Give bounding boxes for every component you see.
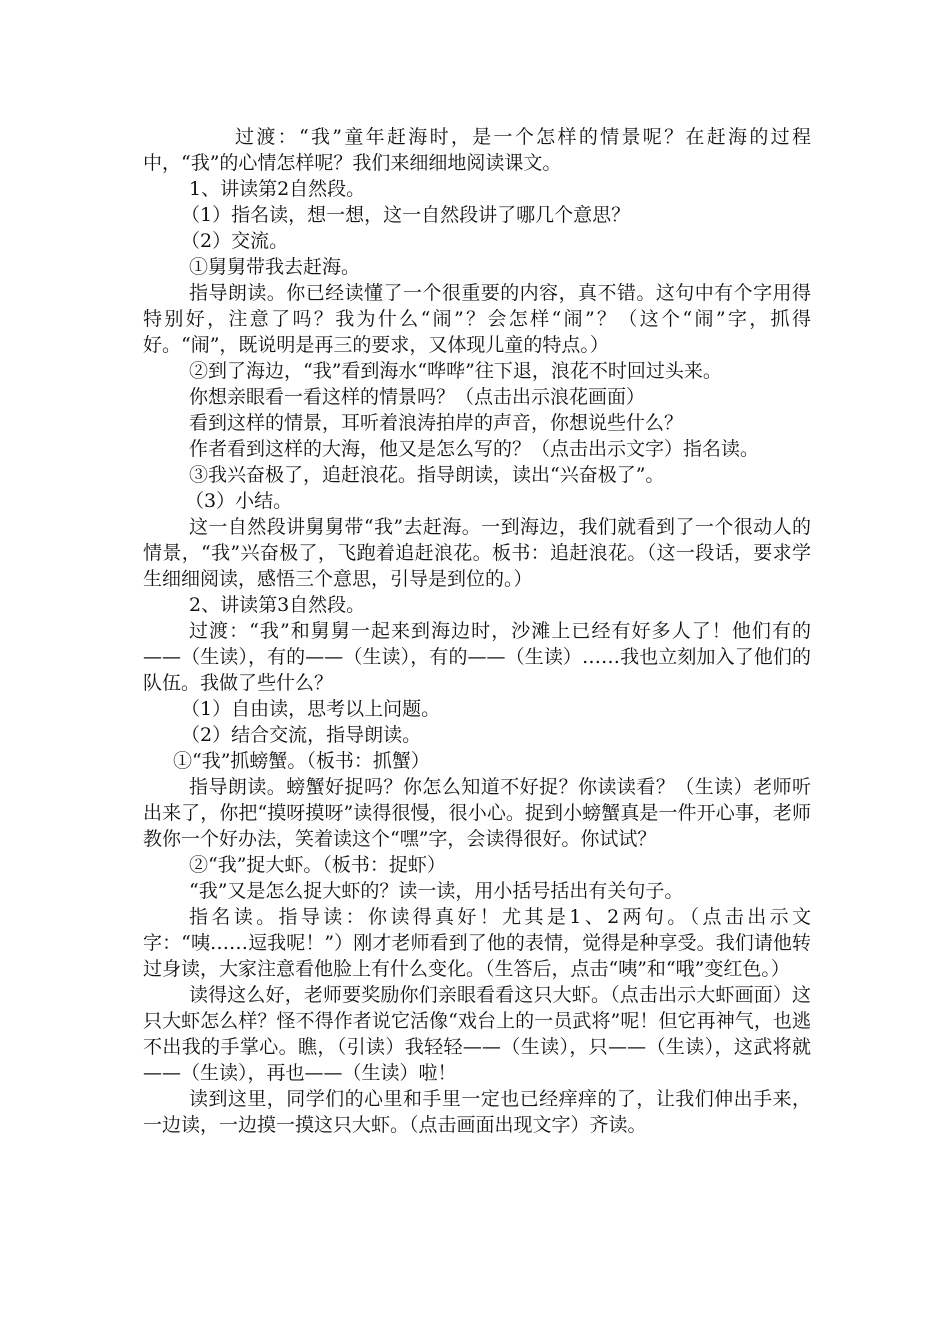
paragraph-question-1: 你想亲眼看一看这样的情景吗？（点击出示浪花画面） bbox=[189, 386, 646, 408]
paragraph-step-3: （3）小结。 bbox=[185, 490, 293, 512]
paragraph-summary: 这一自然段讲舅舅带“我”去赶海。一到海边，我们就看到了一个很动人的情景，“我”兴奋极了，飞跑着追赶浪花。板书：追赶浪花。（这一段话，要求学生细细阅读，感悟三个意思，引导是到位的。） bbox=[143, 516, 811, 590]
paragraph-guided-reading-1: 指导朗读。你已经读懂了一个很重要的内容，真不错。这句中有个字用得特别好，注意了吗？我为什么“闹”？会怎样“闹”？（这个“闹”字，抓得好。“闹”，既说明是再三的要求，又体现儿童的特点。） bbox=[143, 282, 811, 356]
paragraph-step-2-2: （2）结合交流，指导朗读。 bbox=[181, 724, 422, 746]
paragraph-point-crab: ①“我”抓螃蟹。（板书：抓蟹） bbox=[173, 750, 430, 772]
paragraph-point-3: ③我兴奋极了，追赶浪花。指导朗读，读出“兴奋极了”。 bbox=[189, 464, 665, 486]
paragraph-closing: 读到这里，同学们的心里和手里一定也已经痒痒的了，让我们伸出手来，一边读，一边摸一摸这只大虾。（点击画面出现文字）齐读。 bbox=[143, 1088, 811, 1136]
paragraph-question-4: “我”又是怎么捉大虾的？读一读，用小括号括出有关句子。 bbox=[189, 880, 684, 902]
paragraph-reward: 读得这么好，老师要奖励你们亲眼看看这只大虾。（点击出示大虾画面）这只大虾怎么样？怪不得作者说它活像“戏台上的一员武将”呢！但它再神气，也逃不出我的手掌心。瞧，（引读）我轻轻——（生读），只——（生读），这武将就——（生读），再也——（生读）啦！ bbox=[143, 984, 811, 1084]
paragraph-transition-2: 过渡：“我”和舅舅一起来到海边时，沙滩上已经有好多人了！他们有的——（生读），有的——（生读），有的——（生读）……我也立刻加入了他们的队伍。我做了些什么？ bbox=[143, 620, 811, 694]
paragraph-transition-intro: 过渡：“我”童年赶海时，是一个怎样的情景呢？在赶海的过程中，“我”的心情怎样呢？我们来细细地阅读课文。 bbox=[143, 126, 811, 174]
paragraph-guided-reading-2: 指导朗读。螃蟹好捉吗？你怎么知道不好捉？你读读看？（生读）老师听出来了，你把“摸呀摸呀”读得很慢，很小心。捉到小螃蟹真是一件开心事，老师教你一个好办法，笑着读这个“嘿”字，会读得很好。你试试？ bbox=[143, 776, 811, 850]
paragraph-section-1-heading: 1、讲读第2自然段。 bbox=[189, 178, 366, 200]
paragraph-step-1: （1）指名读，想一想，这一自然段讲了哪几个意思？ bbox=[181, 204, 631, 226]
paragraph-guided-reading-3: 指名读。指导读：你读得真好！尤其是1、2两句。（点击出示文字：“咦……逗我呢！”）刚才老师看到了他的表情，觉得是种享受。我们请他转过身读，大家注意看他脸上有什么变化。（生答后，点击“咦”和“哦”变红色。） bbox=[143, 906, 811, 980]
paragraph-point-2: ②到了海边，“我”看到海水“哗哗”往下退，浪花不时回过头来。 bbox=[189, 360, 722, 382]
paragraph-question-3: 作者看到这样的大海，他又是怎么写的？（点击出示文字）指名读。 bbox=[189, 438, 760, 460]
paragraph-point-1: ①舅舅带我去赶海。 bbox=[189, 256, 361, 278]
paragraph-question-2: 看到这样的情景，耳听着浪涛拍岸的声音，你想说些什么？ bbox=[189, 412, 684, 434]
paragraph-step-2-1: （1）自由读，思考以上问题。 bbox=[181, 698, 441, 720]
document-body bbox=[143, 124, 811, 1138]
paragraph-section-2-heading: 2、讲读第3自然段。 bbox=[189, 594, 366, 616]
paragraph-point-shrimp: ②“我”捉大虾。（板书：捉虾） bbox=[189, 854, 446, 876]
paragraph-step-2: （2）交流。 bbox=[181, 230, 289, 252]
